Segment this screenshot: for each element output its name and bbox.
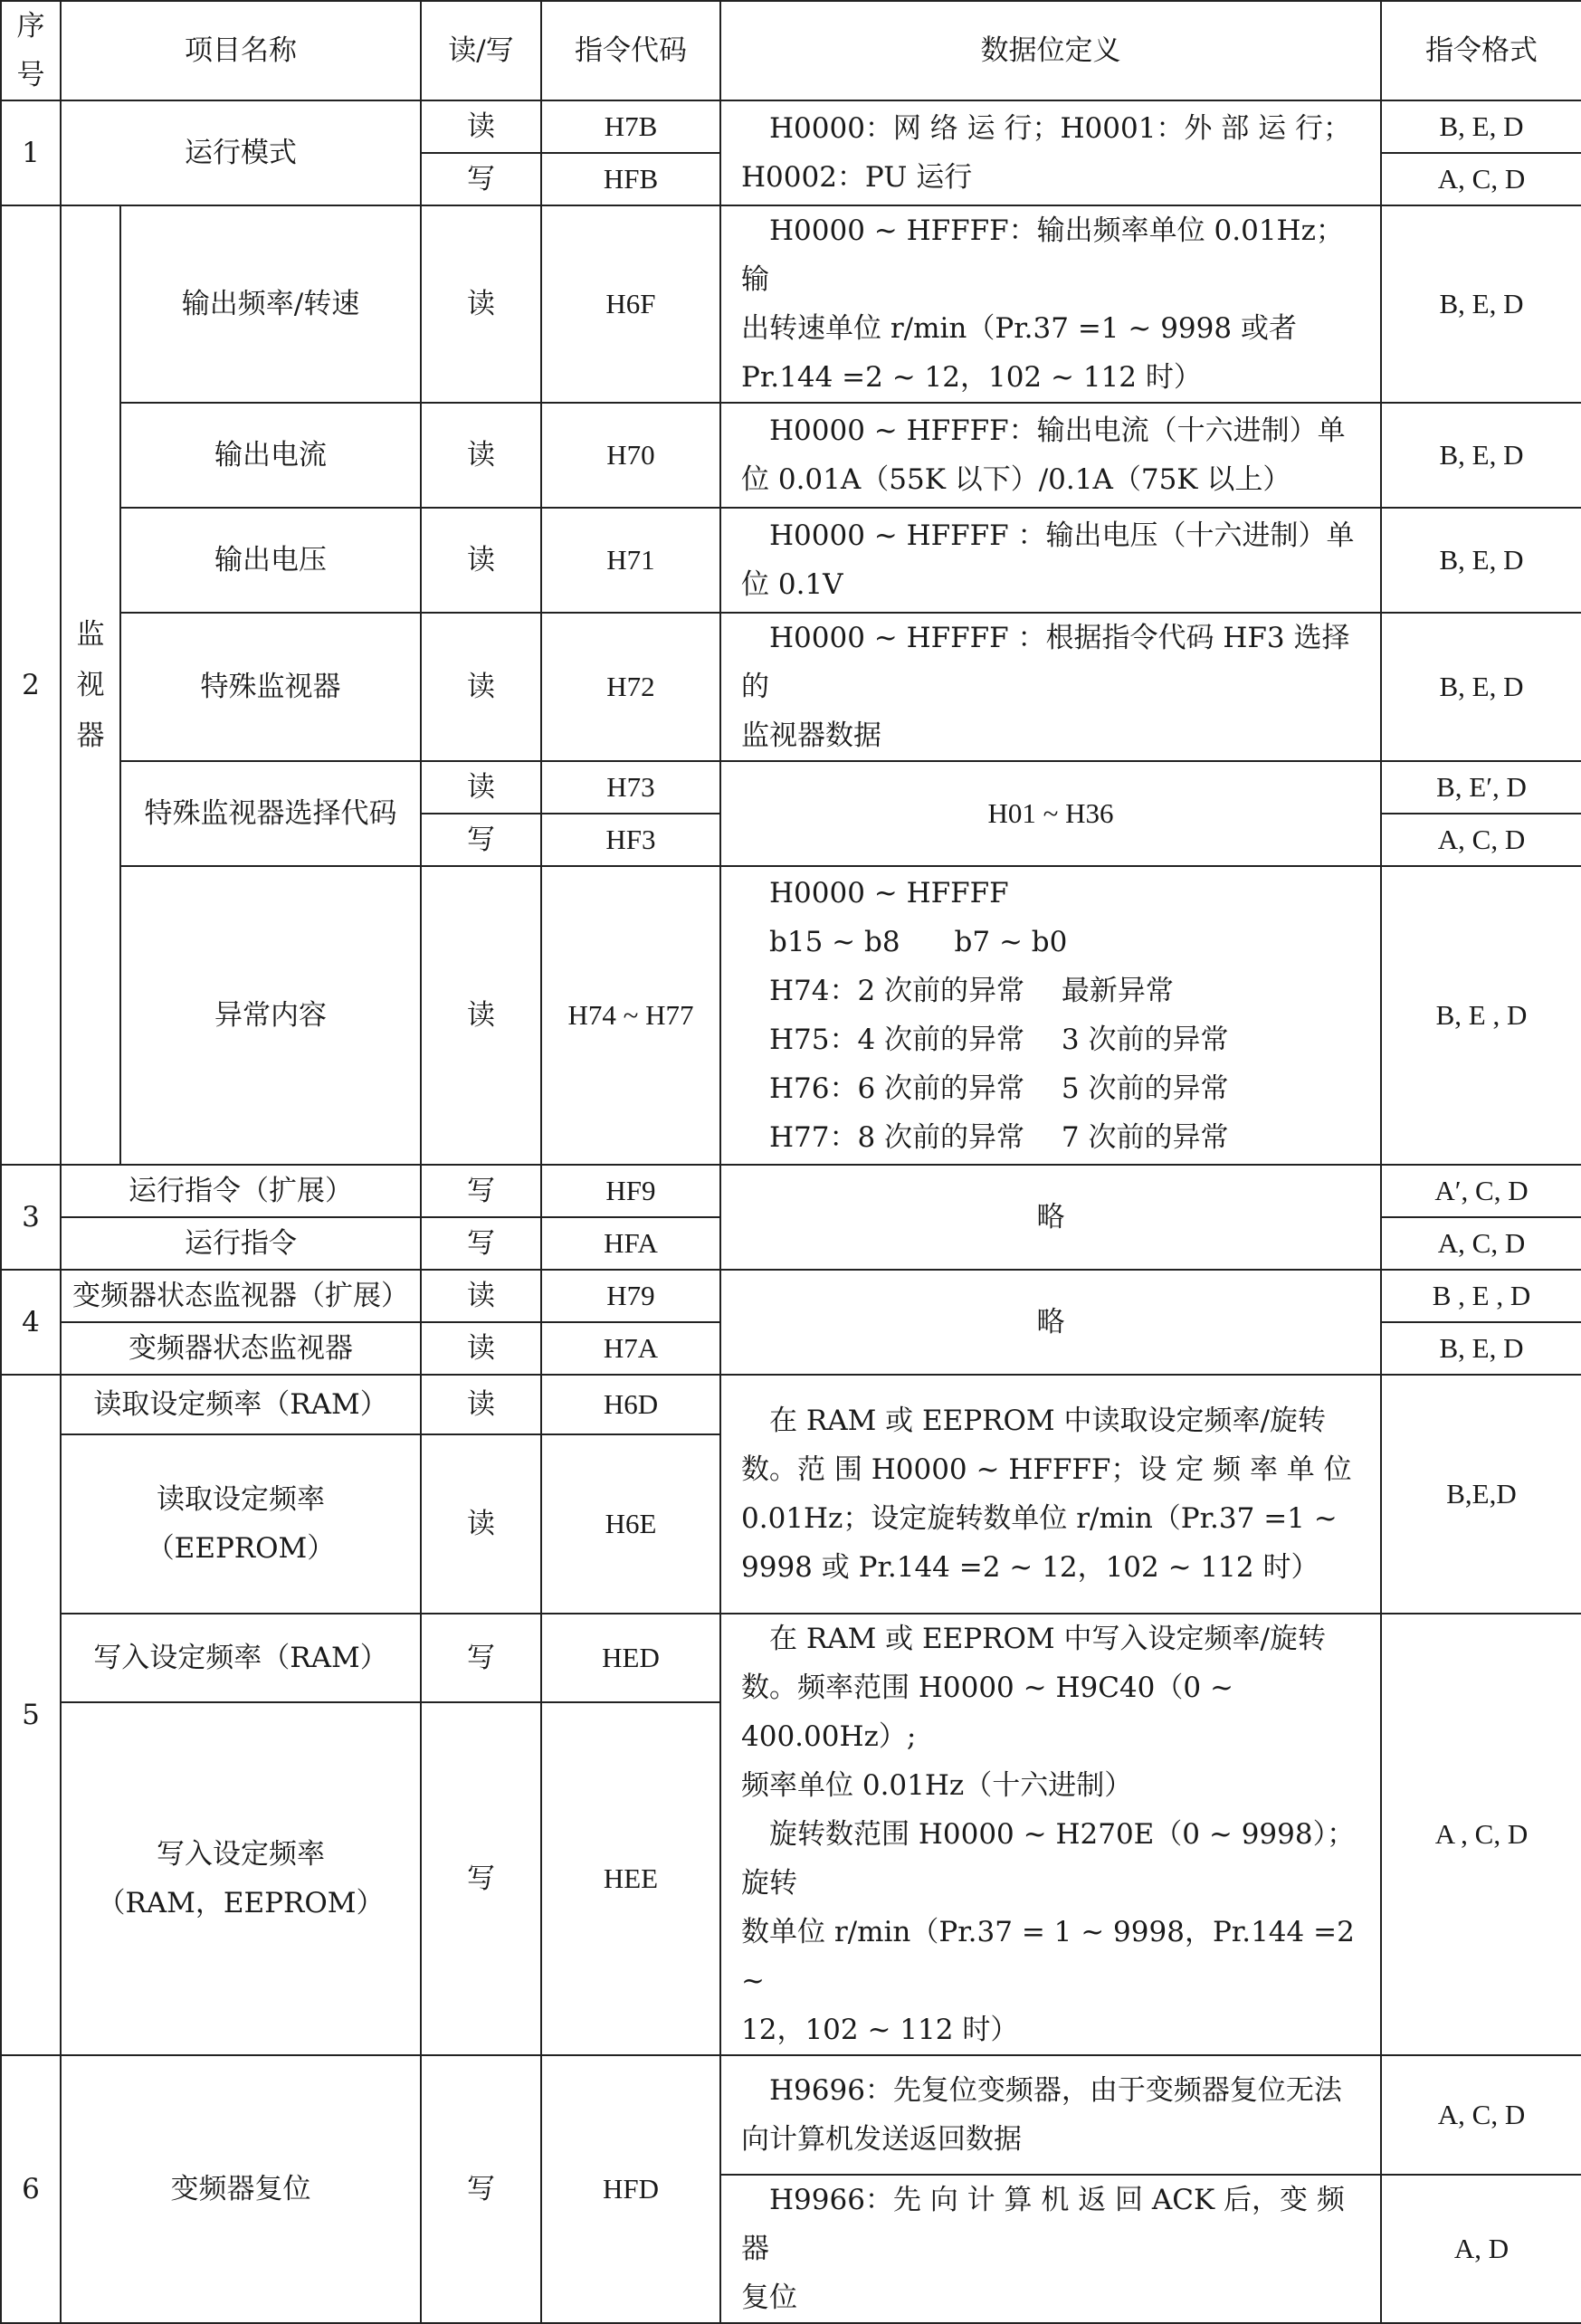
format-cell: A, C, D — [1381, 153, 1581, 205]
definition-line: H0000 ~ HFFFF：输出电流（十六进制）单 — [769, 414, 1346, 447]
definition-cell: 略 — [720, 1165, 1381, 1270]
format-cell: B, E, D — [1381, 613, 1581, 761]
table-row — [1, 403, 1581, 508]
definition-line: b15 ~ b8 b7 ~ b0 — [769, 926, 1068, 958]
format-cell: B, E , D — [1381, 866, 1581, 1165]
table-row — [1, 613, 1581, 761]
definition-line: 在 RAM 或 EEPROM 中写入设定频率/旋转 — [769, 1623, 1326, 1655]
definition-line: 位 0.01A（55K 以下）/0.1A（75K 以上） — [741, 463, 1291, 496]
definition-cell — [720, 508, 1381, 613]
row-number: 3 — [1, 1165, 61, 1270]
code-cell: HFA — [541, 1217, 720, 1270]
row-number: 6 — [1, 2055, 61, 2323]
definition-line: H0000 ~ HFFFF ：输出电压（十六进制）单 — [769, 519, 1355, 552]
row-number: 2 — [1, 205, 61, 1165]
definition-line: 频率单位 0.01Hz（十六进制） — [741, 1769, 1133, 1802]
item-name: 读取设定频率（RAM） — [61, 1375, 421, 1434]
definition-line: 位 0.1V — [741, 568, 843, 601]
table-row — [1, 1375, 1581, 1434]
definition-line: H76：6 次前的异常 5 次前的异常 — [769, 1072, 1229, 1105]
item-name: 运行指令（扩展） — [61, 1165, 421, 1217]
code-cell: HF3 — [541, 814, 720, 866]
item-name: 变频器状态监视器 — [61, 1322, 421, 1375]
format-cell: A, C, D — [1381, 814, 1581, 866]
group-label-monitor: 监 视 器 — [61, 205, 120, 1165]
code-cell: H79 — [541, 1270, 720, 1322]
code-cell: H73 — [541, 761, 720, 814]
rw-cell: 读 — [421, 761, 541, 814]
rw-cell: 读 — [421, 866, 541, 1165]
definition-line: H0000：网 络 运 行；H0001：外 部 运 行； — [769, 112, 1351, 145]
item-name: 特殊监视器选择代码 — [120, 761, 421, 866]
rw-cell: 读 — [421, 403, 541, 508]
format-cell: B, E, D — [1381, 508, 1581, 613]
format-cell: A, D — [1381, 2175, 1581, 2323]
code-cell: H7A — [541, 1322, 720, 1375]
definition-line: H0000 ~ HFFFF：输出频率单位 0.01Hz；输 — [741, 214, 1344, 296]
rw-cell: 写 — [421, 1614, 541, 1702]
rw-cell: 写 — [421, 2055, 541, 2323]
definition-cell — [720, 205, 1381, 403]
format-cell: B, E, D — [1381, 403, 1581, 508]
definition-line: 向计算机发送返回数据 — [741, 2123, 1022, 2156]
table-row — [1, 1270, 1581, 1322]
code-cell: HEE — [541, 1702, 720, 2055]
row-number: 1 — [1, 100, 61, 205]
code-cell: HED — [541, 1614, 720, 1702]
table-row — [1, 100, 1581, 153]
definition-line: H0000 ~ HFFFF — [769, 877, 1009, 910]
rw-cell: 读 — [421, 508, 541, 613]
definition-cell: 略 — [720, 1270, 1381, 1375]
definition-line: 0.01Hz；设定旋转数单位 r/min（Pr.37 =1 ~ — [741, 1502, 1338, 1535]
item-name: 异常内容 — [120, 866, 421, 1165]
definition-line: H0002：PU 运行 — [741, 161, 973, 194]
item-name: 变频器复位 — [61, 2055, 421, 2323]
row-number: 4 — [1, 1270, 61, 1375]
definition-line: H74：2 次前的异常 最新异常 — [769, 975, 1174, 1007]
definition-line: H9966：先 向 计 算 机 返 回 ACK 后，变 频 器 — [741, 2184, 1345, 2265]
definition-cell — [720, 1375, 1381, 1614]
code-cell: H6F — [541, 205, 720, 403]
code-cell: HFB — [541, 153, 720, 205]
table-row — [1, 205, 1581, 403]
table-row — [1, 2055, 1581, 2175]
definition-line: 12，102 ~ 112 时） — [741, 2014, 1019, 2046]
item-name: 写入设定频率（RAM） — [61, 1614, 421, 1702]
header-no: 序号 — [1, 1, 61, 100]
rw-cell: 写 — [421, 1702, 541, 2055]
definition-line: Pr.144 =2 ~ 12，102 ~ 112 时） — [741, 361, 1202, 394]
rw-cell: 读 — [421, 613, 541, 761]
definition-cell — [720, 2055, 1381, 2175]
rw-cell: 写 — [421, 814, 541, 866]
rw-cell: 读 — [421, 1434, 541, 1614]
item-name: 特殊监视器 — [120, 613, 421, 761]
format-cell: B, E, D — [1381, 205, 1581, 403]
definition-cell — [720, 613, 1381, 761]
format-cell: B, E, D — [1381, 1322, 1581, 1375]
definition-line: 旋转数范围 H0000 ~ H270E（0 ~ 9998）；旋转 — [741, 1818, 1356, 1900]
code-cell: H7B — [541, 100, 720, 153]
code-cell: H6E — [541, 1434, 720, 1614]
code-cell: H71 — [541, 508, 720, 613]
definition-cell — [720, 2175, 1381, 2323]
rw-cell: 读 — [421, 205, 541, 403]
header-fmt: 指令格式 — [1381, 1, 1581, 100]
rw-cell: 读 — [421, 1322, 541, 1375]
definition-line: H77：8 次前的异常 7 次前的异常 — [769, 1121, 1229, 1154]
format-cell: B, E′, D — [1381, 761, 1581, 814]
code-cell: H6D — [541, 1375, 720, 1434]
definition-line: 出转速单位 r/min（Pr.37 =1 ~ 9998 或者 — [741, 312, 1297, 345]
rw-cell: 写 — [421, 153, 541, 205]
rw-cell: 写 — [421, 1217, 541, 1270]
format-cell: A , C, D — [1381, 1614, 1581, 2055]
code-cell: H70 — [541, 403, 720, 508]
definition-cell — [720, 100, 1381, 205]
definition-line: H9696：先复位变频器，由于变频器复位无法 — [769, 2074, 1342, 2107]
item-name: 运行模式 — [61, 100, 421, 205]
item-name: 输出频率/转速 — [120, 205, 421, 403]
code-cell: H74 ~ H77 — [541, 866, 720, 1165]
table-row — [1, 866, 1581, 1165]
item-name: 读取设定频率 （EEPROM） — [61, 1434, 421, 1614]
item-name: 变频器状态监视器（扩展） — [61, 1270, 421, 1322]
header-item: 项目名称 — [61, 1, 421, 100]
definition-line: 数单位 r/min（Pr.37 = 1 ~ 9998，Pr.144 =2 ~ — [741, 1916, 1355, 1997]
header-row — [1, 1, 1581, 100]
definition-cell — [720, 1614, 1381, 2055]
table-row — [1, 508, 1581, 613]
definition-line: 监视器数据 — [741, 719, 881, 752]
format-cell: B,E,D — [1381, 1375, 1581, 1614]
item-name: 输出电压 — [120, 508, 421, 613]
definition-cell — [720, 403, 1381, 508]
rw-cell: 读 — [421, 100, 541, 153]
definition-cell: H01 ~ H36 — [720, 761, 1381, 866]
definition-line: 9998 或 Pr.144 =2 ~ 12，102 ~ 112 时） — [741, 1551, 1319, 1584]
rw-cell: 写 — [421, 1165, 541, 1217]
table-row — [1, 761, 1581, 814]
format-cell: A, C, D — [1381, 1217, 1581, 1270]
code-cell: H72 — [541, 613, 720, 761]
format-cell: A, C, D — [1381, 2055, 1581, 2175]
rw-cell: 读 — [421, 1270, 541, 1322]
header-rw: 读/写 — [421, 1, 541, 100]
item-name: 运行指令 — [61, 1217, 421, 1270]
item-name: 输出电流 — [120, 403, 421, 508]
code-cell: HF9 — [541, 1165, 720, 1217]
header-code: 指令代码 — [541, 1, 720, 100]
header-def: 数据位定义 — [720, 1, 1381, 100]
table-row — [1, 1614, 1581, 1702]
format-cell: B, E, D — [1381, 100, 1581, 153]
definition-line: 数。频率范围 H0000 ~ H9C40（0 ~ 400.00Hz）; — [741, 1672, 1233, 1753]
row-number: 5 — [1, 1375, 61, 2055]
definition-line: 数。范 围 H0000 ~ HFFFF；设 定 频 率 单 位 — [741, 1453, 1352, 1486]
definition-cell — [720, 866, 1381, 1165]
table-row — [1, 1165, 1581, 1217]
code-cell: HFD — [541, 2055, 720, 2323]
definition-line: H75：4 次前的异常 3 次前的异常 — [769, 1024, 1229, 1056]
item-name: 写入设定频率 （RAM，EEPROM） — [61, 1702, 421, 2055]
definition-line: H0000 ~ HFFFF ：根据指令代码 HF3 选择的 — [741, 622, 1350, 703]
rw-cell: 读 — [421, 1375, 541, 1434]
definition-line: 在 RAM 或 EEPROM 中读取设定频率/旋转 — [769, 1405, 1326, 1437]
format-cell: B , E , D — [1381, 1270, 1581, 1322]
format-cell: A′, C, D — [1381, 1165, 1581, 1217]
definition-line: 复位 — [741, 2281, 797, 2314]
